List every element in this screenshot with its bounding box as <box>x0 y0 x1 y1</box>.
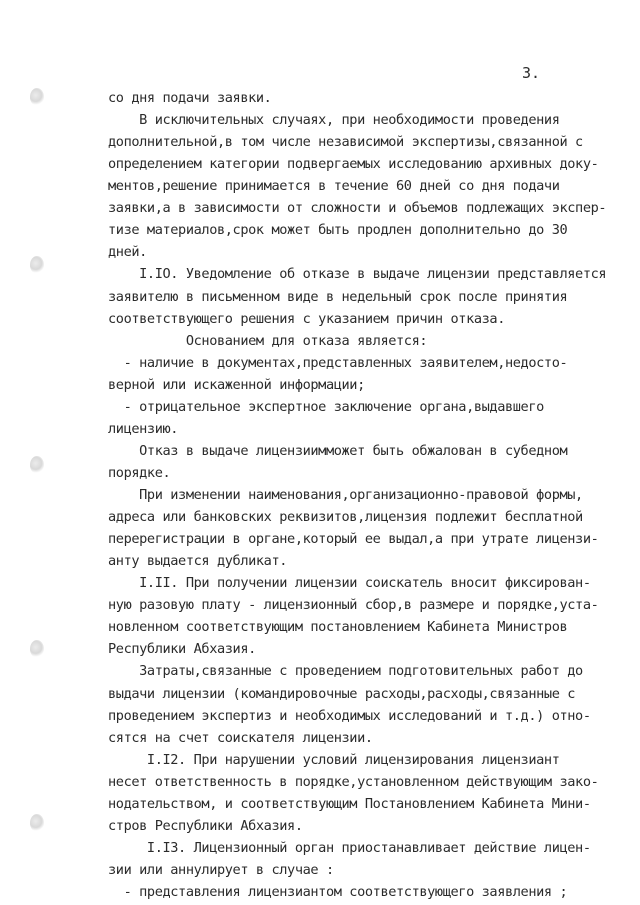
punch-hole-mark <box>30 640 44 658</box>
text-line: проведением экспертиз и необходимых исследований и т.д.) отно- <box>108 707 591 724</box>
text-line: верной или искаженной информации; <box>108 376 365 393</box>
text-line: ментов,решение принимается в течение 60 дней со дня подачи <box>108 178 560 195</box>
text-line: Республики Абхазия. <box>108 641 256 658</box>
text-line: Затраты,связанные с проведением подготовительных работ до <box>108 663 583 680</box>
punch-hole-mark <box>30 456 44 474</box>
text-line: заявителю в письменном виде в недельный срок после принятия <box>108 288 568 305</box>
text-line: При изменении наименования,организационно-правовой формы, <box>108 487 583 503</box>
text-line: порядке. <box>108 464 171 481</box>
text-line: - наличие в документах,представленных заявителем,недосто- <box>108 354 568 371</box>
text-line: со дня подачи заявки. <box>108 90 272 106</box>
text-line: адреса или банковских реквизитов,лицензия подлежит бесплатной <box>108 509 583 526</box>
text-line: заявки,а в зависимости от сложности и объемов подлежащих экспер- <box>108 200 607 217</box>
text-line: нодательством, и соответствующим Постановлением Кабинета Мини- <box>108 795 591 812</box>
text-line: Отказ в выдаче лицензиимможет быть обжалован в субедном <box>108 442 568 459</box>
text-line: I.I2. При нарушении условий лицензирования лицензиант <box>108 751 560 768</box>
text-line: лицензию. <box>108 420 179 437</box>
text-line: несет ответственность в порядке,установленном действующим зако- <box>108 773 599 790</box>
text-line: стров Республики Абхазия. <box>108 817 303 834</box>
text-line: ную разовую плату - лицензионный сбор,в размере и порядке,уста- <box>108 597 599 614</box>
text-line: перерегистрации в органе,который ее выдал,а при утрате лицензи- <box>108 531 599 548</box>
text-line: В исключительных случаях, при необходимости проведения <box>108 112 560 129</box>
text-line: соответствующего решения с указанием причин отказа. <box>108 310 505 327</box>
text-line: - отрицательное экспертное заключение органа,выдавшего <box>108 398 544 415</box>
text-line: I.II. При получении лицензии соискатель вносит фиксирован- <box>108 575 591 592</box>
text-line: дополнительной,в том числе независимой экспертизы,связанной с <box>108 134 583 151</box>
text-line: анту выдается дубликат. <box>108 553 288 570</box>
punch-hole-mark <box>30 88 44 106</box>
punch-hole-mark <box>30 256 44 274</box>
text-line: зии или аннулирует в случае : <box>108 861 334 878</box>
text-line: выдачи лицензии (командировочные расходы,расходы,связанные с <box>108 685 576 702</box>
text-line: тизе материалов,срок может быть продлен дополнительно до 30 <box>108 222 568 239</box>
text-line: I.IO. Уведомление об отказе в выдаче лицензии представляется <box>108 266 607 283</box>
text-line: определением категории подвергаемых исследованию архивных доку- <box>108 156 599 173</box>
punch-hole-mark <box>30 814 44 832</box>
text-line: сятся на счет соискателя лицензии. <box>108 729 373 746</box>
page-number: 3. <box>522 64 541 82</box>
text-line: I.I3. Лицензионный орган приостанавливает действие лицен- <box>108 839 591 856</box>
text-line: дней. <box>108 244 147 261</box>
text-line: новленном соответствующим постановлением Кабинета Министров <box>108 619 568 636</box>
text-line: - представления лицензиантом соответствующего заявления ; <box>108 884 568 900</box>
text-line: Основанием для отказа является: <box>108 332 428 349</box>
